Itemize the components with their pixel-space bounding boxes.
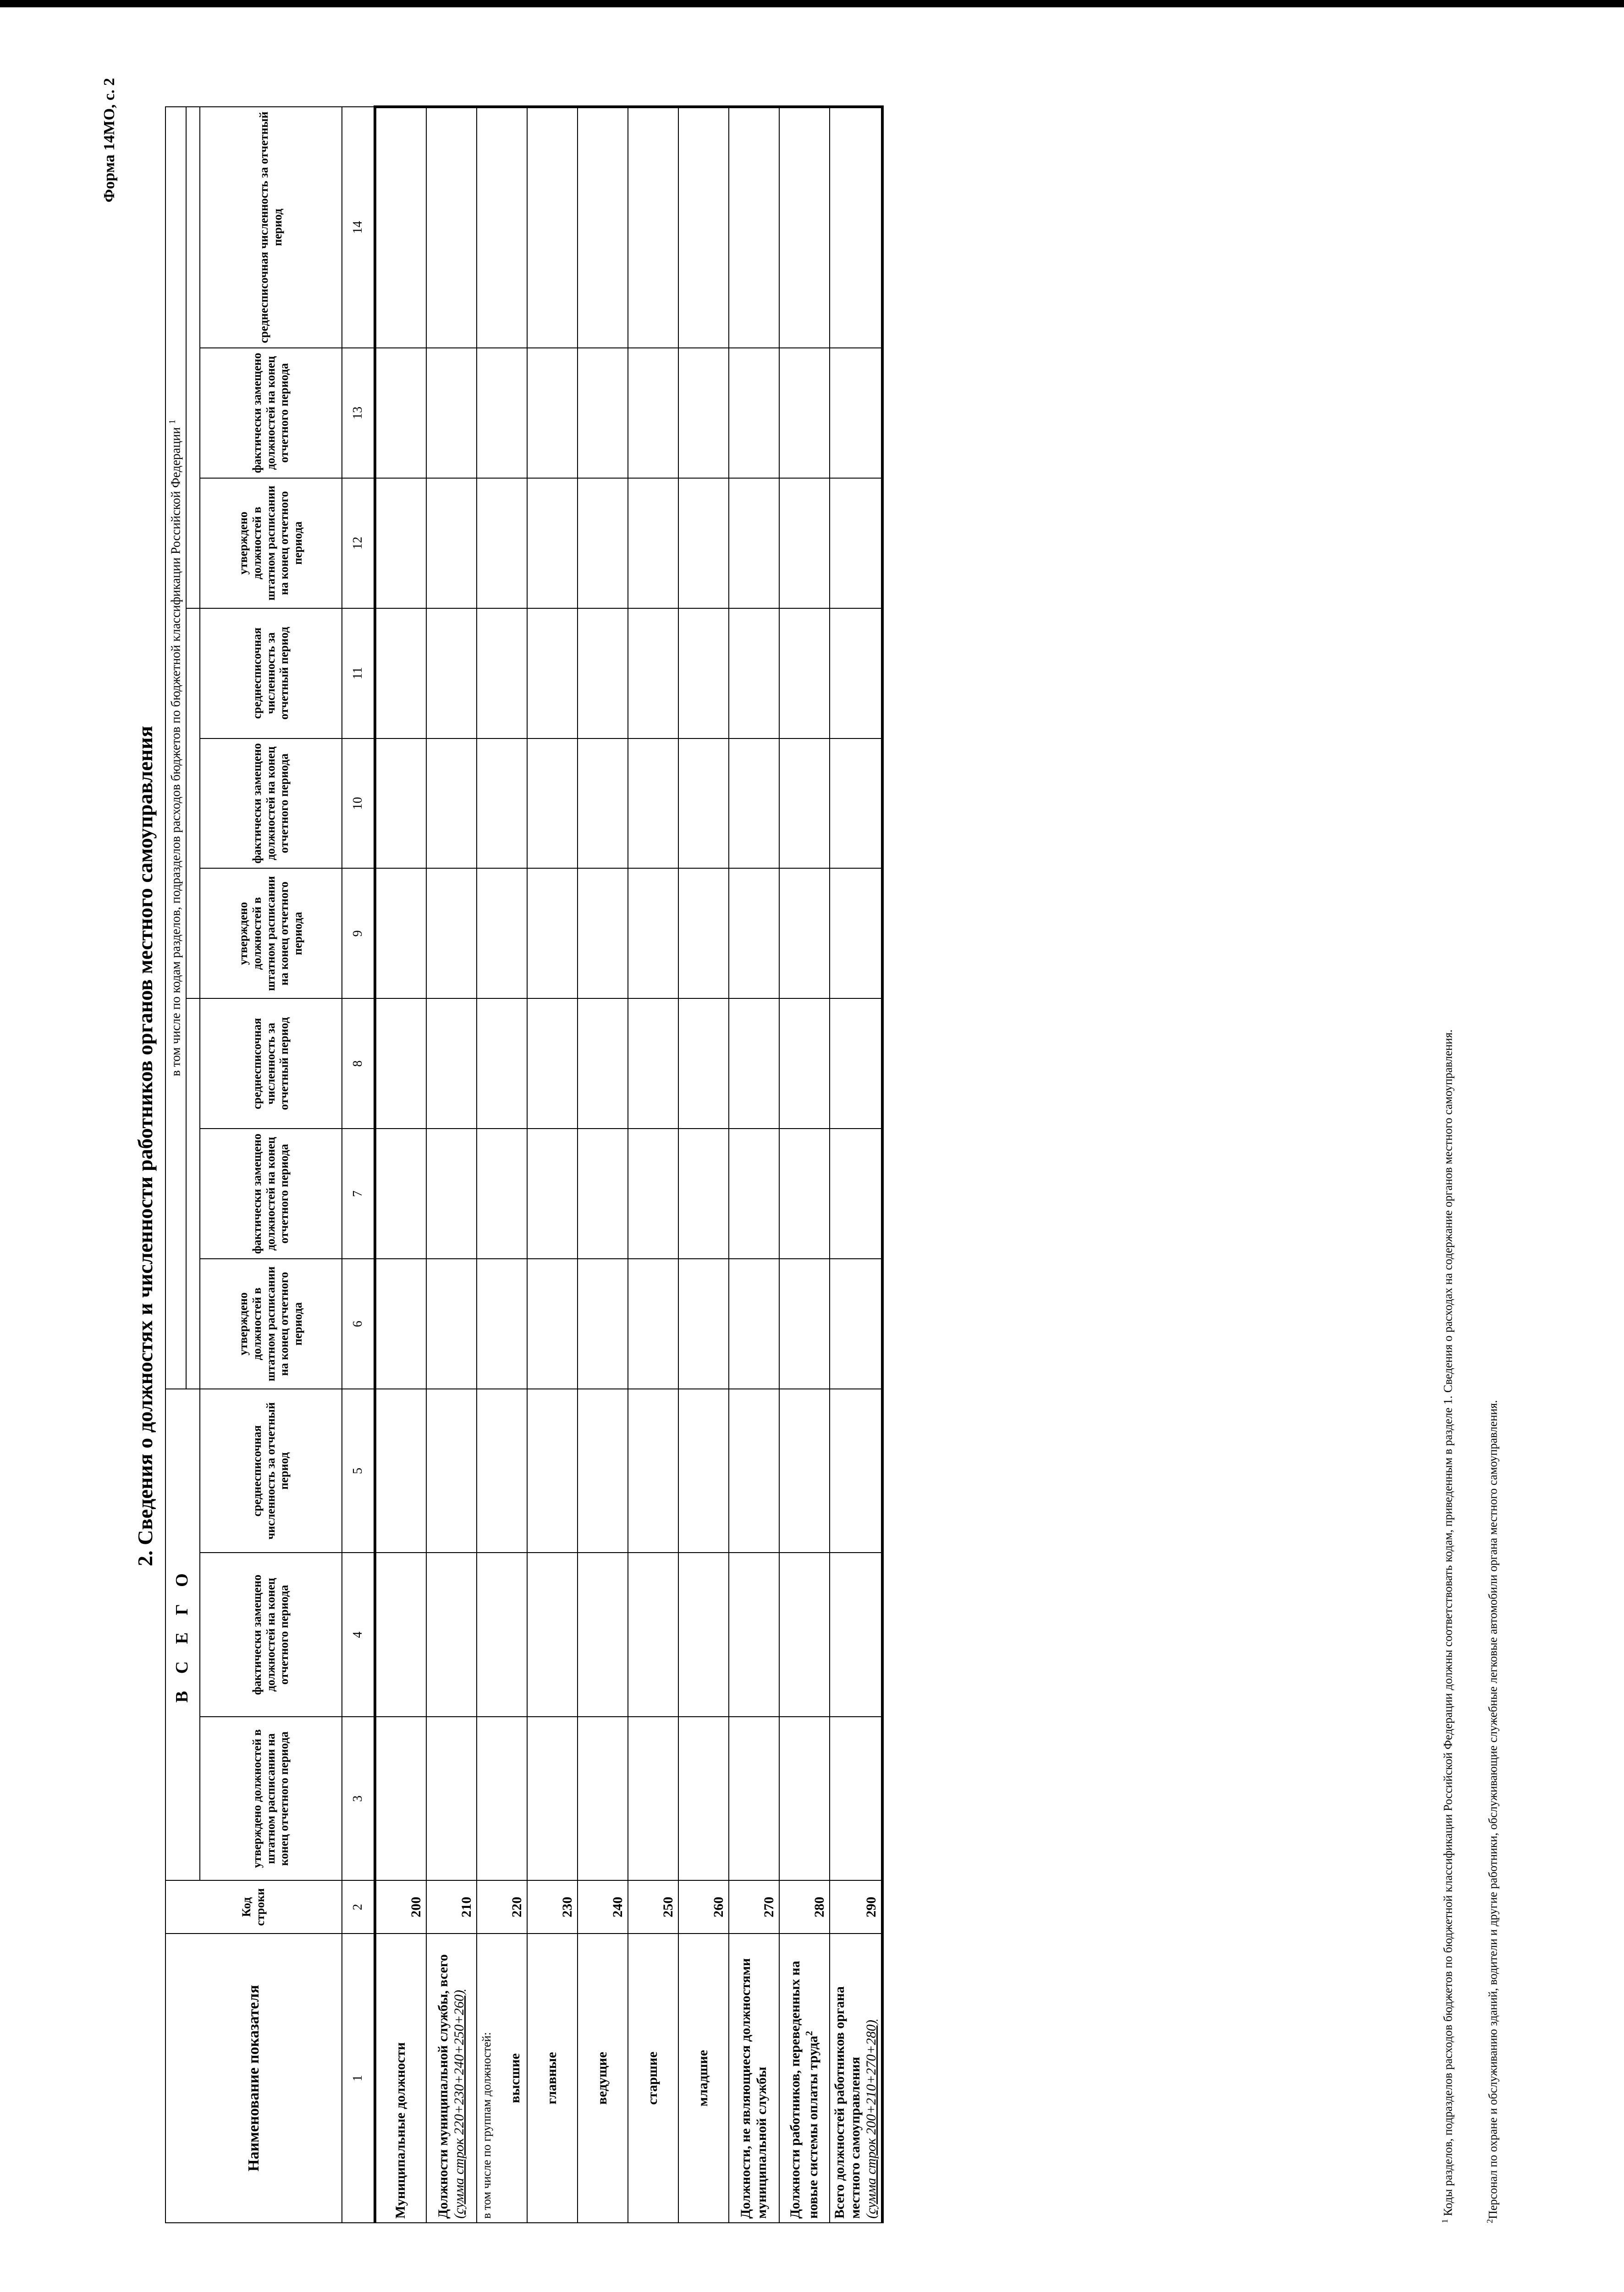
row-code: 280 [779, 1880, 830, 1934]
row-label: Должности работников, переведенных на новые системы оплаты труда [787, 1961, 820, 2219]
data-cell[interactable] [678, 1389, 729, 1553]
data-cell[interactable] [375, 1553, 426, 1717]
data-cell[interactable] [729, 478, 779, 608]
row-code: 250 [628, 1880, 678, 1934]
data-cell[interactable] [729, 608, 779, 738]
data-cell[interactable] [578, 998, 628, 1129]
data-cell[interactable] [375, 998, 426, 1129]
column-number: 11 [342, 608, 375, 738]
data-cell[interactable] [729, 868, 779, 998]
column-number: 4 [342, 1553, 375, 1717]
footnote-1: $^1$ Коды разделов, подразделов расходов бюджетов по бюджетной классификации Российской Федерации должны соответствовать кодам, приведенным в разделе 1. Сведения о расходах на содержание органов местного самоуправления. [1440, 1029, 1455, 2223]
table-row [628, 107, 678, 2223]
data-cell[interactable] [678, 348, 729, 478]
data-cell[interactable] [578, 348, 628, 478]
row-label: Муниципальные должности [393, 2042, 408, 2219]
data-cell[interactable] [578, 478, 628, 608]
header-approved-g3: утверждено должностей в штатном расписании на конец отчетного периода [200, 868, 342, 998]
data-cell[interactable] [779, 107, 830, 348]
header-group-3 [186, 107, 200, 608]
data-cell[interactable] [779, 348, 830, 478]
table-row [578, 107, 628, 2223]
row-name [375, 1934, 426, 2223]
data-cell[interactable] [375, 478, 426, 608]
column-number: 13 [342, 348, 375, 478]
data-cell[interactable] [477, 1553, 527, 1717]
data-cell[interactable] [375, 868, 426, 998]
data-cell[interactable] [527, 1717, 578, 1880]
data-cell[interactable] [779, 998, 830, 1129]
column-number: 9 [342, 868, 375, 998]
data-cell[interactable] [477, 478, 527, 608]
data-cell[interactable] [375, 738, 426, 869]
column-number: 3 [342, 1717, 375, 1880]
form-page [92, 69, 1604, 2223]
row-label: ведущие [595, 2051, 610, 2105]
data-cell[interactable] [527, 1553, 578, 1717]
header-total: В С Е Г О [165, 1389, 200, 1880]
header-approved-g1: утверждено должностей в штатном расписании на конец отчетного периода [200, 1717, 342, 1880]
row-name [729, 1934, 779, 2223]
column-number: 7 [342, 1129, 375, 1259]
row-name [426, 1934, 477, 2223]
data-cell[interactable] [527, 998, 578, 1129]
row-name [578, 1934, 628, 2223]
data-cell[interactable] [426, 738, 477, 869]
data-cell[interactable] [779, 1259, 830, 1389]
table-row [729, 107, 779, 2223]
data-cell[interactable] [830, 1129, 883, 1259]
data-cell[interactable] [578, 1717, 628, 1880]
row-code: 200 [375, 1880, 426, 1934]
data-cell[interactable] [678, 1129, 729, 1259]
data-cell[interactable] [578, 1129, 628, 1259]
header-average-g4: среднесписочная численность за отчетный период [200, 107, 342, 348]
row-code: 270 [729, 1880, 779, 1934]
data-cell[interactable] [830, 348, 883, 478]
data-cell[interactable] [729, 348, 779, 478]
data-cell[interactable] [628, 1259, 678, 1389]
header-filled-g4: фактически замещено должностей на конец отчетного периода [200, 348, 342, 478]
header-row-code: Код строки [165, 1880, 342, 1934]
column-number: 5 [342, 1389, 375, 1553]
row-code: 210 [426, 1880, 477, 1934]
data-cell[interactable] [779, 478, 830, 608]
data-cell[interactable] [477, 1389, 527, 1553]
row-formula: (сумма строк 220+230+240+250+260) [451, 1990, 467, 2219]
data-cell[interactable] [830, 107, 883, 348]
data-cell[interactable] [779, 1129, 830, 1259]
data-cell[interactable] [375, 1259, 426, 1389]
data-cell[interactable] [527, 107, 578, 348]
row-code: 240 [578, 1880, 628, 1934]
data-cell[interactable] [678, 738, 729, 869]
row-code: 220 [477, 1880, 527, 1934]
header-filled-g2: фактически замещено должностей на конец отчетного периода [200, 1129, 342, 1259]
row-name [830, 1934, 883, 2223]
data-cell[interactable] [678, 478, 729, 608]
data-cell[interactable] [477, 868, 527, 998]
data-cell[interactable] [426, 1129, 477, 1259]
data-cell[interactable] [678, 608, 729, 738]
data-cell[interactable] [477, 608, 527, 738]
data-cell[interactable] [375, 1389, 426, 1553]
column-number: 8 [342, 998, 375, 1129]
data-cell[interactable] [729, 1259, 779, 1389]
data-cell[interactable] [477, 998, 527, 1129]
data-cell[interactable] [527, 868, 578, 998]
row-label: высшие [507, 2053, 523, 2103]
data-cell[interactable] [628, 738, 678, 869]
data-cell[interactable] [678, 868, 729, 998]
row-code: 230 [527, 1880, 578, 1934]
row-name [779, 1934, 830, 2223]
data-cell[interactable] [477, 1259, 527, 1389]
data-cell[interactable] [779, 1389, 830, 1553]
data-cell[interactable] [426, 868, 477, 998]
data-cell[interactable] [578, 868, 628, 998]
row-footnote-mark: 2 [803, 2031, 815, 2036]
data-cell[interactable] [830, 1553, 883, 1717]
data-cell[interactable] [375, 608, 426, 738]
row-label: Должности, не являющиеся должностями муниципальной службы [738, 1958, 769, 2219]
data-cell[interactable] [527, 1259, 578, 1389]
header-incl-by-codes: в том числе по кодам разделов, подразделов расходов бюджетов по бюджетной классификации Российской Федерации $^1$ [165, 107, 186, 1389]
row-label: старшие [645, 2051, 661, 2105]
data-cell[interactable] [426, 1389, 477, 1553]
row-formula: (сумма строк 200+210+270+280) [863, 2020, 879, 2219]
data-cell[interactable] [830, 1259, 883, 1389]
data-cell[interactable] [830, 478, 883, 608]
column-number: 6 [342, 1259, 375, 1389]
header-approved-g4: утверждено должностей в штатном расписании на конец отчетного периода [200, 478, 342, 608]
table-row [779, 107, 830, 2223]
data-cell[interactable] [729, 1553, 779, 1717]
scan-top-border [0, 0, 1624, 7]
row-name [628, 1934, 678, 2223]
header-filled-g1: фактически замещено должностей на конец отчетного периода [200, 1553, 342, 1717]
column-number: 1 [342, 1934, 375, 2223]
data-cell[interactable] [477, 1717, 527, 1880]
data-cell[interactable] [779, 1553, 830, 1717]
positions-table [165, 105, 884, 2223]
column-number-row [342, 107, 375, 2223]
row-name [678, 1934, 729, 2223]
data-cell[interactable] [527, 1129, 578, 1259]
header-filled-g3: фактически замещено должностей на конец отчетного периода [200, 738, 342, 869]
form-label: Форма 14МО, с. 2 [101, 78, 118, 203]
data-cell[interactable] [628, 1389, 678, 1553]
column-number: 12 [342, 478, 375, 608]
row-label: Должности муниципальной службы, всего [435, 1954, 451, 2219]
header-average-g1: среднесписочная численность за отчетный период [200, 1389, 342, 1553]
data-cell[interactable] [375, 1129, 426, 1259]
data-cell[interactable] [426, 608, 477, 738]
data-cell[interactable] [578, 738, 628, 869]
data-cell[interactable] [729, 1129, 779, 1259]
header-group-1 [186, 998, 200, 1389]
data-cell[interactable] [628, 608, 678, 738]
data-cell[interactable] [527, 1389, 578, 1553]
footnote-2: $^2$Персонал по охране и обслуживанию зданий, водители и другие работники, обслуживающие служебные легковые автомобили органа местного самоуправления. [1485, 1400, 1500, 2223]
data-cell[interactable] [578, 608, 628, 738]
data-cell[interactable] [779, 738, 830, 869]
data-cell[interactable] [779, 1717, 830, 1880]
column-number: 2 [342, 1880, 375, 1934]
data-cell[interactable] [779, 868, 830, 998]
data-cell[interactable] [678, 1259, 729, 1389]
row-code: 290 [830, 1880, 883, 1934]
data-cell[interactable] [678, 998, 729, 1129]
data-cell[interactable] [426, 998, 477, 1129]
data-cell[interactable] [426, 1259, 477, 1389]
table-row [678, 107, 729, 2223]
data-cell[interactable] [729, 1717, 779, 1880]
page-title: 2. Сведения о должностях и численности работников органов местного самоуправления [133, 726, 157, 1566]
data-cell[interactable] [628, 478, 678, 608]
header-average-g3: среднесписочная численность за отчетный период [200, 608, 342, 738]
data-cell[interactable] [527, 478, 578, 608]
data-cell[interactable] [678, 107, 729, 348]
data-cell[interactable] [678, 1717, 729, 1880]
data-cell[interactable] [375, 107, 426, 348]
row-label: младшие [695, 2050, 711, 2107]
data-cell[interactable] [477, 107, 527, 348]
data-cell[interactable] [628, 348, 678, 478]
data-cell[interactable] [375, 348, 426, 478]
data-cell[interactable] [628, 107, 678, 348]
data-cell[interactable] [426, 1717, 477, 1880]
data-cell[interactable] [729, 1389, 779, 1553]
data-cell[interactable] [375, 1717, 426, 1880]
data-cell[interactable] [628, 1717, 678, 1880]
data-cell[interactable] [729, 738, 779, 869]
row-prefix: в том числе по группам должностей: [480, 2032, 494, 2219]
row-label: Всего должностей работников органа местного самоуправления [831, 1986, 863, 2219]
data-cell[interactable] [477, 348, 527, 478]
data-cell[interactable] [426, 107, 477, 348]
header-group-2 [186, 608, 200, 999]
data-cell[interactable] [426, 1553, 477, 1717]
header-average-g2: среднесписочная численность за отчетный период [200, 998, 342, 1129]
data-cell[interactable] [830, 1389, 883, 1553]
data-cell[interactable] [729, 107, 779, 348]
data-cell[interactable] [830, 738, 883, 869]
row-name [477, 1934, 527, 2223]
data-cell[interactable] [779, 608, 830, 738]
data-cell[interactable] [578, 1389, 628, 1553]
data-cell[interactable] [527, 348, 578, 478]
data-cell[interactable] [578, 107, 628, 348]
data-cell[interactable] [830, 1717, 883, 1880]
data-cell[interactable] [527, 608, 578, 738]
row-code: 260 [678, 1880, 729, 1934]
data-cell[interactable] [830, 608, 883, 738]
table-row [426, 107, 477, 2223]
data-cell[interactable] [678, 1553, 729, 1717]
column-number: 10 [342, 738, 375, 869]
row-label: главные [544, 2052, 560, 2105]
data-cell[interactable] [477, 738, 527, 869]
table-row [477, 107, 527, 2223]
table-row [527, 107, 578, 2223]
data-cell[interactable] [628, 1129, 678, 1259]
data-cell[interactable] [729, 998, 779, 1129]
row-name [527, 1934, 578, 2223]
data-cell[interactable] [477, 1129, 527, 1259]
header-approved-g2: утверждено должностей в штатном расписании на конец отчетного периода [200, 1259, 342, 1389]
footnotes [1439, 105, 1529, 2223]
data-cell[interactable] [628, 998, 678, 1129]
data-cell[interactable] [830, 998, 883, 1129]
table-row [830, 107, 883, 2223]
header-indicator-name: Наименование показателя [165, 1934, 342, 2223]
data-cell[interactable] [578, 1553, 628, 1717]
data-cell[interactable] [527, 738, 578, 869]
data-cell[interactable] [628, 868, 678, 998]
column-number: 14 [342, 107, 375, 348]
data-cell[interactable] [578, 1259, 628, 1389]
table-row [375, 107, 426, 2223]
data-cell[interactable] [426, 478, 477, 608]
data-cell[interactable] [628, 1553, 678, 1717]
data-cell[interactable] [426, 348, 477, 478]
data-cell[interactable] [830, 868, 883, 998]
